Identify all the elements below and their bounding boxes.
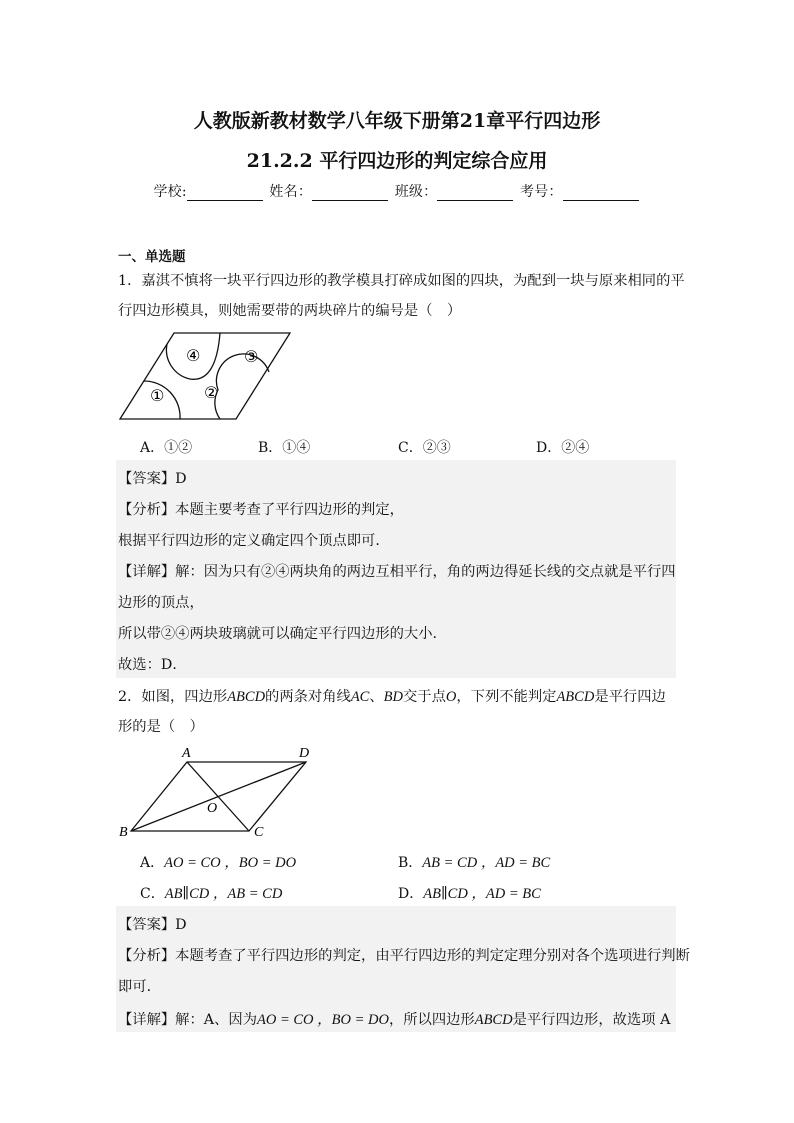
q1-piece-label-2: ② [204,383,219,402]
q2-stem-math-abcd: ABCD [227,689,266,705]
q2-stem-line2: 形的是（ ） [118,719,204,735]
q2-stem-math-bd: BD [383,689,403,705]
q2-option-b-expr: AB = CD ，AD = BC [422,855,551,871]
q1-option-a[interactable]: A．①② [140,440,193,456]
name-blank[interactable] [312,186,388,201]
exam-number-blank[interactable] [563,186,639,201]
q1-piece-label-1: ① [150,386,165,405]
school-blank[interactable] [187,186,263,201]
q2-option-d-expr: AB∥CD ，AD = BC [423,886,541,902]
q1-detail-line2: 边形的顶点， [118,595,204,611]
class-blank[interactable] [437,186,513,201]
q1-detail-line4: 故选：D． [118,657,187,673]
q1-detail-line1: 【详解】解：因为只有②④两块角的两边互相平行，角的两边得延长线的交点就是平行四 [118,564,676,580]
q2-option-a-expr: AO = CO ，BO = DO [164,855,297,871]
q1-figure [116,330,296,424]
q2-figure [116,742,316,842]
q2-detail-line1 [118,1008,670,1029]
q1-piece-label-3: ③ [244,347,259,366]
q1-option-b[interactable]: B．①④ [258,440,311,456]
q1-stem-line1: 1．嘉淇不慎将一块平行四边形的教学模具打碎成如图的四块，为配到一块与原来相同的平 [118,273,685,289]
q2-detail-text: ，所以四边形 [388,1012,475,1028]
q2-stem-math-o: O [445,689,457,705]
q2-detail-math: AO = CO ，BO = DO [257,1012,389,1028]
q1-analysis-line2: 根据平行四边形的定义确定四个顶点即可． [118,533,390,549]
q2-diagonal-bd [131,762,306,831]
q2-stem-text: 交于点 [403,689,446,705]
q2-analysis-line2: 即可． [118,979,161,995]
q2-option-c[interactable] [140,882,282,903]
q2-stem-text: 、 [369,689,384,705]
q2-detail-text: 是平行四边形，故选项 A [512,1012,671,1028]
q1-option-d[interactable]: D．②④ [536,440,590,456]
q1-analysis-line1: 【分析】本题主要考查了平行四边形的判定， [118,502,404,518]
q2-vertex-b: B [119,825,128,840]
q2-answer: 【答案】D [118,917,187,933]
q2-stem-line1 [118,686,666,706]
q2-vertex-a: A [182,746,191,761]
q2-stem-text: 的两条对角线 [265,689,351,705]
q2-detail-math-abcd: ABCD [474,1012,513,1028]
q1-detail-line3: 所以带②④两块玻璃就可以确定平行四边形的大小． [118,626,447,642]
section-heading: 一、单选题 [118,249,186,265]
q2-stem-math-ac: AC [350,689,370,705]
q2-option-d[interactable] [398,882,541,903]
q2-stem-text: 是平行四边 [594,689,666,705]
q2-option-c-expr: AB∥CD ，AB = CD [164,886,283,902]
student-info-line [0,181,794,201]
q2-stem-text: ，下列不能判定 [456,689,557,705]
document-title: 人教版新教材数学八年级下册第21章平行四边形 [193,110,601,132]
q2-vertex-d: D [299,746,310,761]
q2-option-d-letter: D． [398,886,424,902]
q1-answer: 【答案】D [118,471,187,487]
q1-piece-label-4: ④ [186,346,201,365]
q2-detail-text: 【详解】解：A、因为 [118,1012,257,1028]
q2-point-o: O [207,801,218,816]
class-field-label: 班级： [394,184,438,200]
q1-option-c[interactable]: C．②③ [398,440,451,456]
q2-option-a-letter: A． [140,855,165,871]
school-field-label: 学校: [153,184,187,200]
q2-stem-math-abcd: ABCD [556,689,595,705]
document-subtitle: 21.2.2 平行四边形的判定综合应用 [246,150,548,172]
q2-stem-text: 2．如图，四边形 [118,689,228,705]
q2-option-b[interactable] [398,851,550,872]
q2-analysis-line1: 【分析】本题考查了平行四边形的判定，由平行四边形的判定定理分别对各个选项进行判断 [118,948,690,964]
q1-stem-line2: 行四边形模具，则她需要带的两块碎片的编号是（ ） [118,303,462,319]
exam-number-field-label: 考号： [519,184,563,200]
q2-option-c-letter: C． [140,886,165,902]
q2-option-b-letter: B． [398,855,423,871]
q2-vertex-c: C [254,825,264,840]
q2-option-a[interactable] [140,851,296,872]
name-field-label: 姓名： [269,184,313,200]
